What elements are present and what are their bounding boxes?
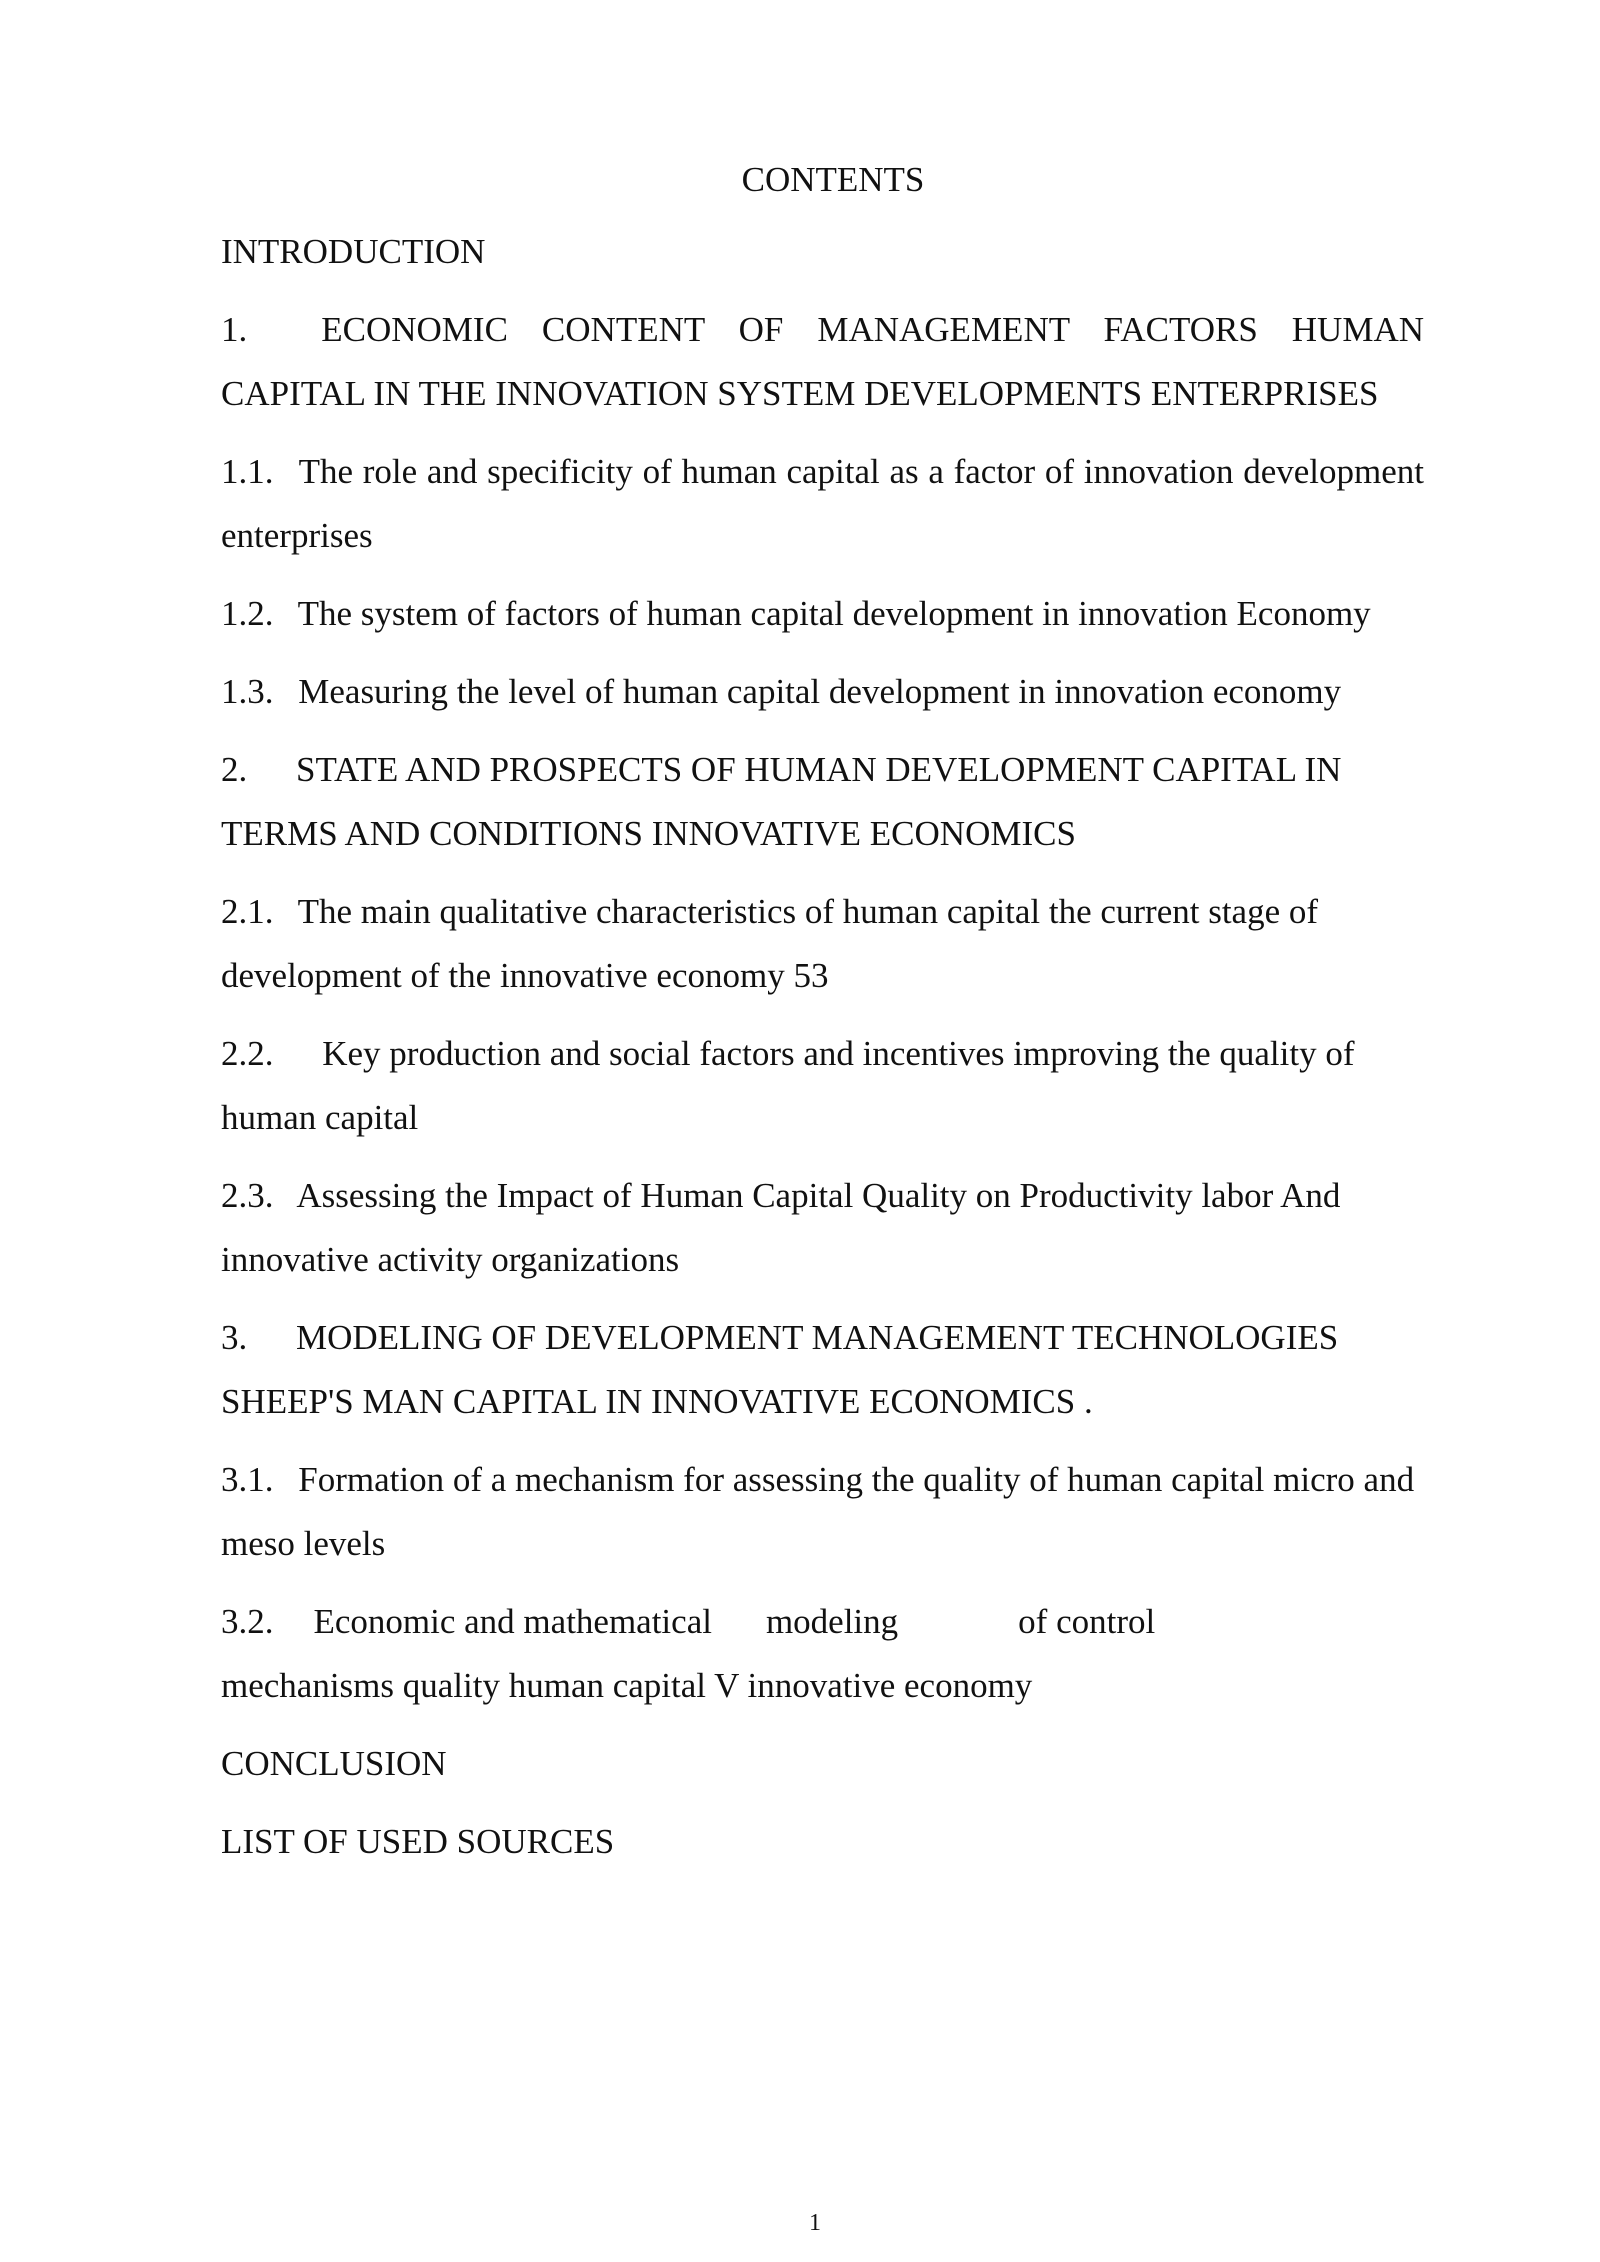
toc-entry-text: CONCLUSION [221,1744,447,1783]
toc-entry-1-2 [221,582,1424,646]
toc-entry-2-3 [221,1164,1424,1292]
toc-entry-3-1 [221,1448,1424,1576]
toc-entry-text: Measuring the level of human capital development in innovation economy [298,672,1342,711]
toc-entry-2-2 [221,1022,1424,1150]
toc-entry-text: STATE AND PROSPECTS OF HUMAN DEVELOPMENT CAPITAL IN TERMS AND CONDITIONS INNOVATIVE ECONOMICS [221,750,1342,853]
toc-entry-sources [221,1810,1424,1874]
toc-entry-number: 1. [221,310,248,349]
toc-entry-text-part: modeling [765,1602,899,1641]
toc-entry-text: The role and specificity of human capital as a factor of innovation development enterprises [221,452,1424,555]
toc-entry-number: 1.1. [221,452,274,491]
toc-entry-text: Formation of a mechanism for assessing the quality of human capital micro and meso levels [221,1460,1415,1563]
toc-entry-text-part: of control [1018,1602,1156,1641]
toc-entry-1-3 [221,660,1424,724]
toc-entry-introduction [221,220,1424,284]
toc-entry-3-2 [221,1590,1424,1718]
toc-entry-text: The main qualitative characteristics of human capital the current stage of development of the innovative economy 53 [221,892,1319,995]
toc-entry-number: 2. [221,750,248,789]
toc-entry-text: MODELING OF DEVELOPMENT MANAGEMENT TECHNOLOGIES SHEEP'S MAN CAPITAL IN INNOVATIVE ECONOMICS . [221,1318,1339,1421]
toc-entry-text: LIST OF USED SOURCES [221,1822,615,1861]
page-number: 1 [809,2210,821,2236]
toc-entry-1 [221,298,1424,426]
toc-entry-number: 3.2. [221,1602,274,1641]
toc-entry-text: ECONOMIC CONTENT OF MANAGEMENT FACTORS HUMAN CAPITAL IN THE INNOVATION SYSTEM DEVELOPMENTS ENTERPRISES [221,310,1425,413]
toc-entry-number: 2.2. [221,1034,274,1073]
toc-entry-text: INTRODUCTION [221,232,486,271]
toc-entry-number: 3. [221,1318,248,1357]
toc-entry-text-part: Economic and mathematical [313,1602,712,1641]
toc-entry-2-1 [221,880,1424,1008]
toc-entry-text: Key production and social factors and incentives improving the quality of human capital [221,1034,1355,1137]
contents-title: CONTENTS [741,160,925,199]
toc-entry-text: Assessing the Impact of Human Capital Quality on Productivity labor And innovative activity organizations [221,1176,1341,1279]
toc-entry-number: 1.3. [221,672,274,711]
toc-entry-number: 3.1. [221,1460,274,1499]
toc-entry-1-1 [221,440,1424,568]
toc-entry-2 [221,738,1424,866]
table-of-contents [221,220,1424,1888]
toc-entry-3 [221,1306,1424,1434]
toc-entry-number: 2.3. [221,1176,274,1215]
toc-entry-number: 2.1. [221,892,274,931]
toc-entry-text: The system of factors of human capital development in innovation Economy [297,594,1371,633]
toc-entry-conclusion [221,1732,1424,1796]
toc-entry-text-part: mechanisms quality human capital V innovative economy [221,1666,1033,1705]
toc-entry-number: 1.2. [221,594,274,633]
